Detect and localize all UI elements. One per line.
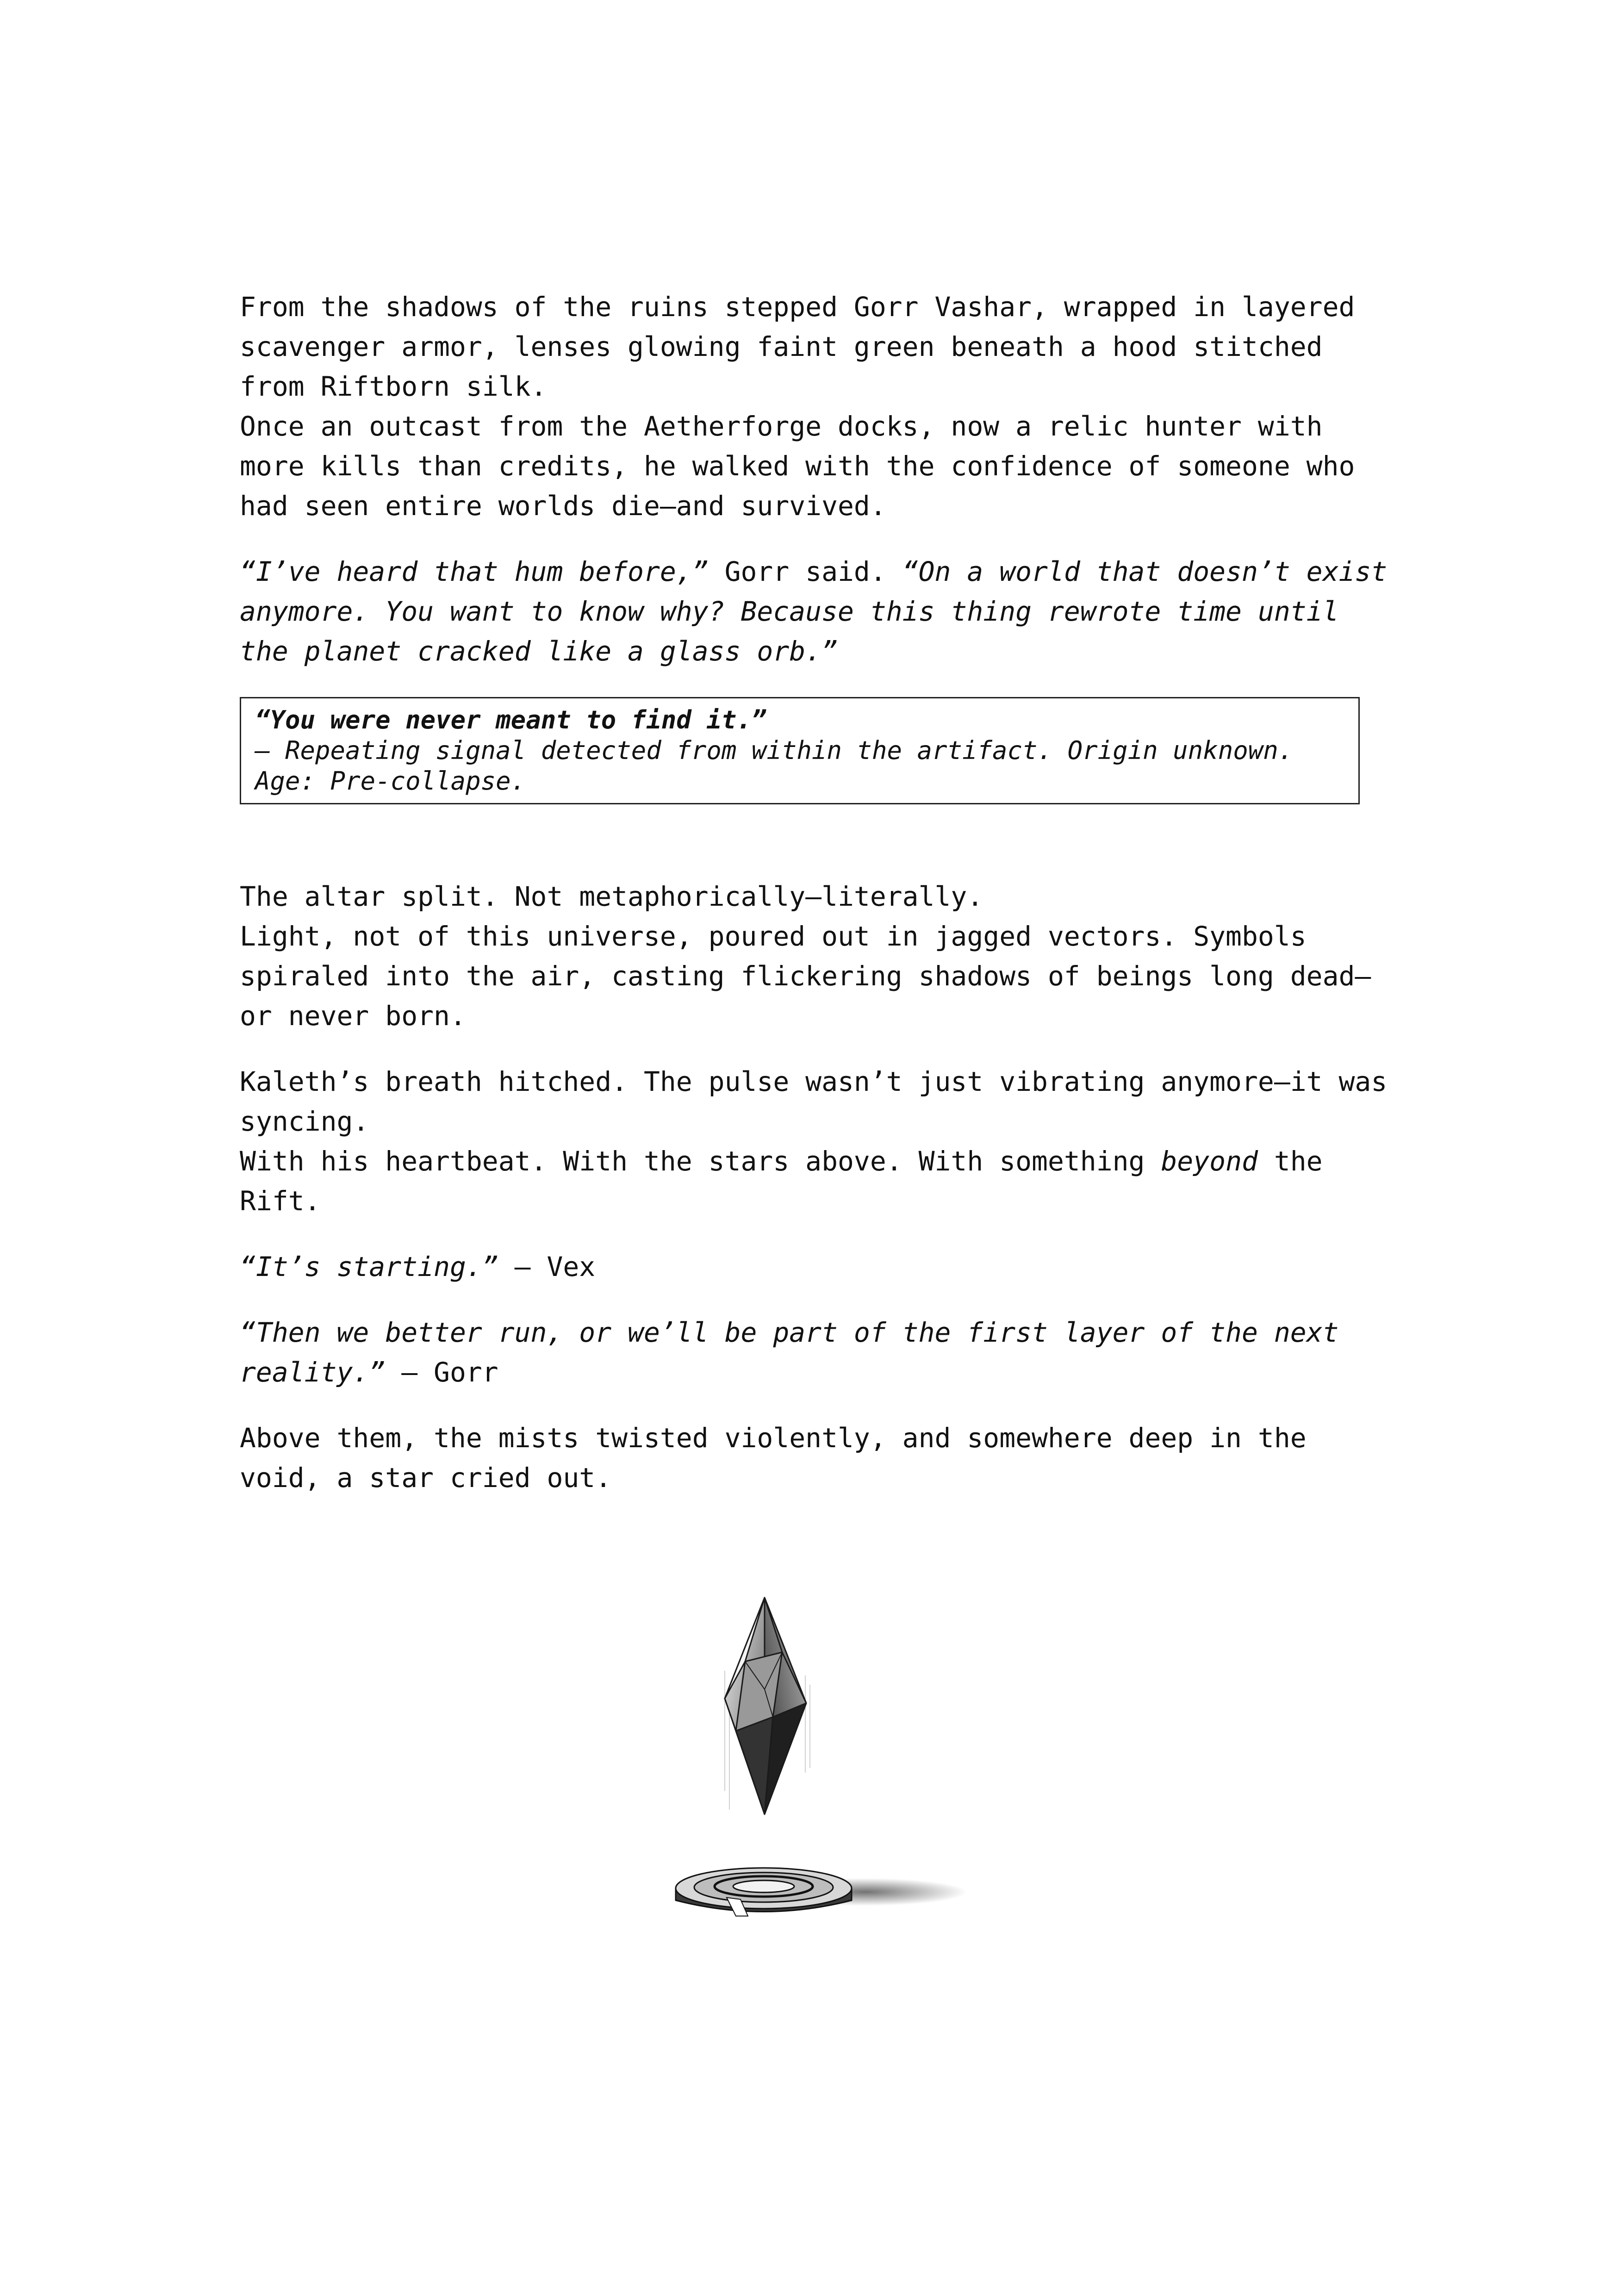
star-cry-text: Above them, the mists twisted violently, and somewhere deep in the void, a star cried out. — [240, 1422, 1307, 1493]
gorr-intro-line-1: From the shadows of the ruins stepped Gorr Vashar, wrapped in layered scavenger armor, lenses glowing faint green beneath a hood stitched from Riftborn silk. — [240, 291, 1355, 402]
dialogue-attribution: Gorr said. — [708, 556, 902, 587]
paragraph-star-cry — [240, 1418, 1388, 1498]
gorr-quote: “Then we better run, or we’ll be part of the first layer of the next reality.” — [240, 1317, 1339, 1388]
kaleth-line-2-post: the Rift. — [240, 1145, 1323, 1217]
kaleth-line-1: Kaleth’s breath hitched. The pulse wasn’t just vibrating anymore—it was syncing. — [240, 1066, 1388, 1137]
gorr-speaker: — Gorr — [385, 1356, 498, 1388]
story-page — [240, 287, 1388, 1524]
crystal-icon — [725, 1598, 806, 1814]
dialogue-quote-2: “On a world that doesn’t exist anymore. You want to know why? Because this thing rewrote time until the planet cracked like a glass orb.” — [240, 556, 1388, 667]
signal-callout-box — [240, 697, 1360, 804]
crystal-artifact-illustration — [666, 1592, 972, 1944]
paragraph-gorr-dialogue — [240, 552, 1388, 671]
callout-quote: “You were never meant to find it.” — [255, 705, 767, 734]
paragraph-gorr-intro — [240, 287, 1388, 526]
altar-line-2: Light, not of this universe, poured out in jagged vectors. Symbols spiraled into the air, casting flickering shadows of beings long dead—or never born. — [240, 921, 1371, 1032]
gorr-intro-line-2: Once an outcast from the Aetherforge docks, now a relic hunter with more kills than credits, he walked with the confidence of someone who had seen entire worlds die—and survived. — [240, 411, 1355, 522]
paragraph-kaleth — [240, 1062, 1388, 1221]
paragraph-gorr-line — [240, 1313, 1388, 1392]
pedestal-icon — [676, 1868, 852, 1916]
paragraph-altar-split — [240, 877, 1388, 1036]
kaleth-line-2-pre: With his heartbeat. With the stars above. With something — [240, 1145, 1161, 1177]
vex-speaker: — Vex — [498, 1251, 596, 1282]
kaleth-line-2-emphasis: beyond — [1161, 1145, 1258, 1177]
dialogue-quote-1: “I’ve heard that hum before,” — [240, 556, 709, 587]
altar-line-1: The altar split. Not metaphorically—literally. — [240, 881, 983, 912]
paragraph-vex-line — [240, 1247, 1388, 1287]
callout-note: — Repeating signal detected from within the artifact. Origin unknown. Age: Pre-collapse. — [255, 736, 1294, 796]
vex-quote: “It’s starting.” — [240, 1251, 498, 1282]
